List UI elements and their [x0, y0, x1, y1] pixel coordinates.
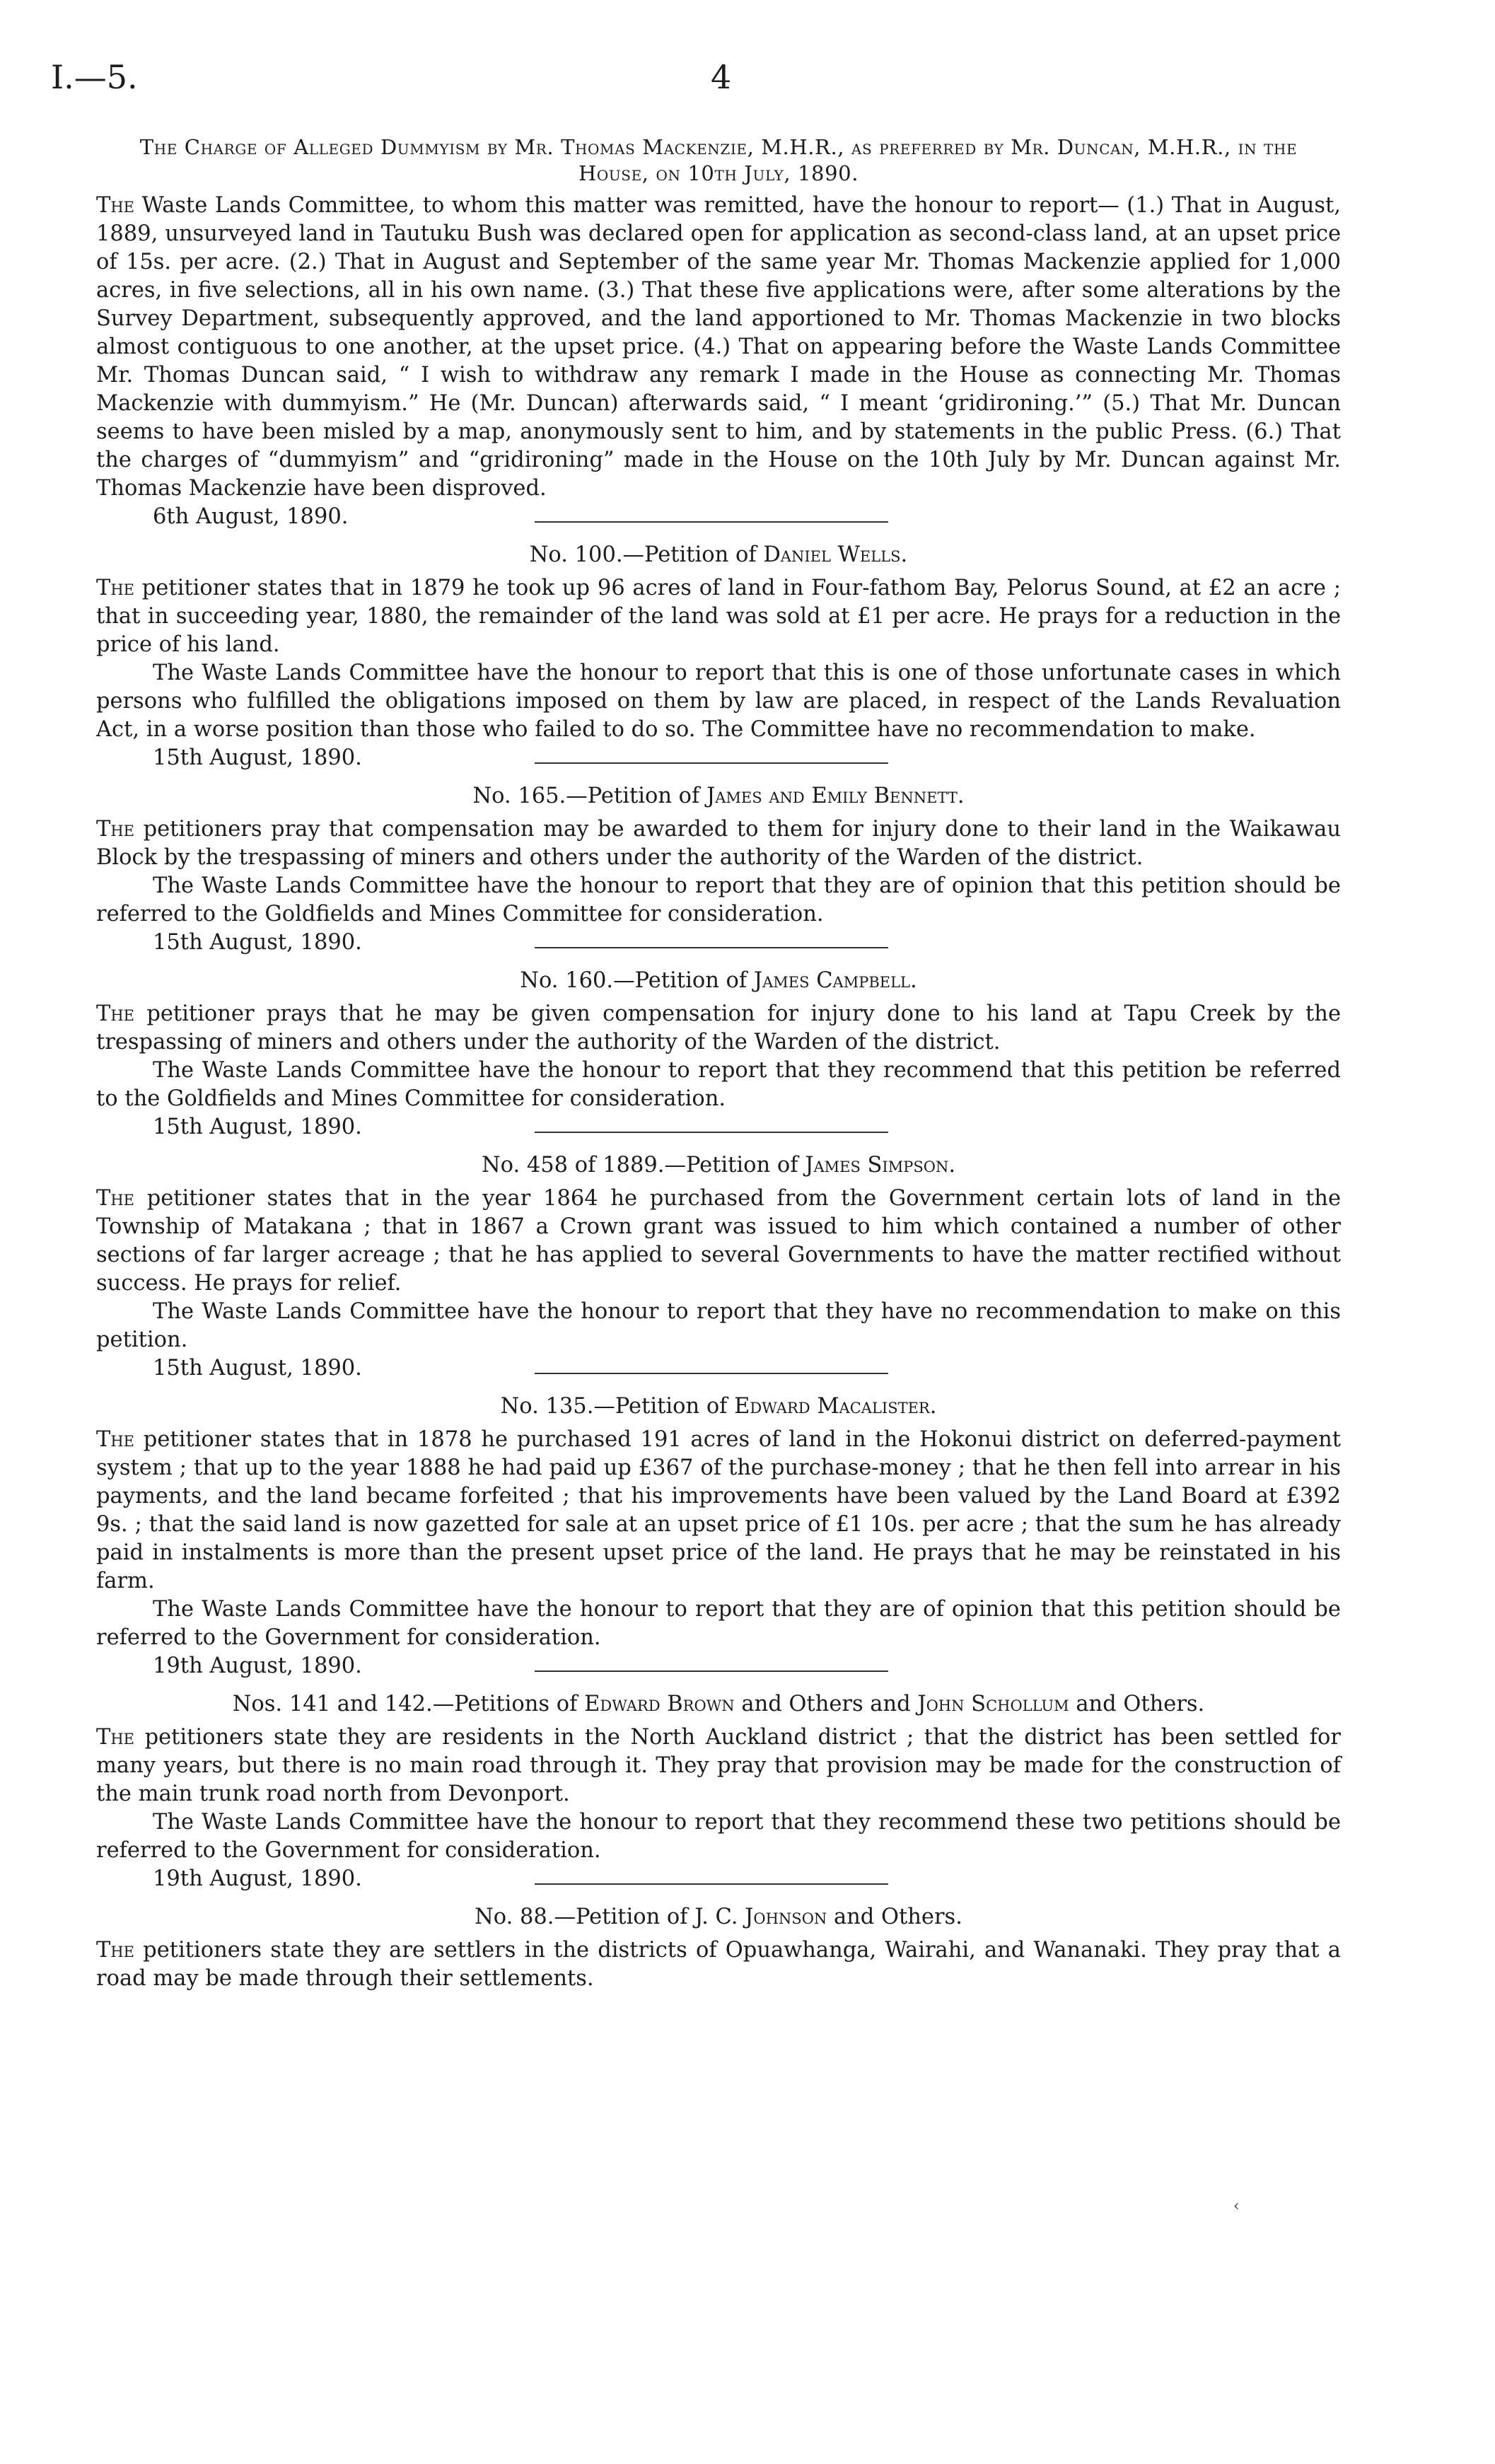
- heading-text: and Others.: [827, 1905, 962, 1929]
- paragraph-text: Waste Lands Committee, to whom this matter was remitted, have the honour to report— (1.) That in August, 1889, unsurveyed land in Tautuku Bush was declared open for application as second-class land, at an upset price of 15s. per acre. (2.) That in August and September of the same year Mr. Thomas Mackenzie applied for 1,000 acres, in five selections, all in his own name. (3.) That these five applications were, after some alterations by the Survey Department, subsequently approved, and the land apportioned to Mr. Thomas Mackenzie in two blocks almost contiguous to one another, at the upset price. (4.) That on appearing before the Waste Lands Committee Mr. Thomas Duncan said, “ I wish to withdraw any remark I made in the House as connecting Mr. Thomas Mackenzie with dummyism.” He (Mr. Duncan) afterwards said, “ I meant ‘gridironing.’” (5.) That Mr. Duncan seems to have been misled by a map, anonymously sent to him, and by statements in the public Press. (6.) That the charges of “dummyism” and “gridironing” made in the House on the 10th July by Mr. Duncan against Mr. Thomas Mackenzie have been disproved.: [96, 193, 1341, 501]
- committee-report: The Waste Lands Committee have the honour to report that they are of opinion that this petition should be referred to the Goldfields and Mines Committee for consideration.: [96, 873, 1341, 926]
- paragraph-text: petitioner states that in the year 1864 he purchased from the Government certain lots of land in the Township of Matakana ; that in 1867 a Crown grant was issued to him which contained a number of other sections of far larger acreage ; that he has applied to several Governments to have the matter rectified without success. He prays for relief.: [96, 1186, 1341, 1296]
- committee-report: The Waste Lands Committee have the honour to report that they have no recommendation to make on this petition.: [96, 1299, 1341, 1352]
- heading-text: and Others and: [734, 1692, 918, 1716]
- petition-number: Nos. 141 and 142.—Petitions of: [232, 1692, 585, 1716]
- petition-number: No. 160.—Petition of: [520, 968, 754, 993]
- petitioner-name: Edward Brown: [584, 1692, 735, 1716]
- petition-date: 19th August, 1890.: [153, 1654, 362, 1678]
- petition-date: 15th August, 1890.: [153, 930, 362, 955]
- petitioner-name: James Simpson.: [805, 1153, 956, 1178]
- petition-statement: [96, 1936, 1341, 1993]
- paragraph-lead: The: [96, 1001, 134, 1026]
- paragraph-lead: The: [96, 193, 134, 218]
- report-title: The Charge of Alleged Dummyism by Mr. Thomas Mackenzie, M.H.R., as preferred by Mr. Duncan, M.H.R., in the House, on 10th July, 1890.: [139, 135, 1298, 185]
- petitioner-name: Edward Macalister.: [734, 1394, 937, 1419]
- paragraph-text: petitioner states that in 1878 he purchased 191 acres of land in the Hokonui district on deferred-payment system ; that up to the year 1888 he had paid up £367 of the purchase-money ; that he then fell into arrear in his payments, and the land became forfeited ; that his improvements have been valued by the Land Board at £392 9s. ; that the said land is now gazetted for sale at an upset price of £1 10s. per acre ; that the sum he has already paid in instalments is more than the present upset price of the land. He prays that he may be reinstated in his farm.: [96, 1427, 1341, 1593]
- section-divider: [535, 521, 888, 523]
- stray-mark-icon: ‹: [1233, 2197, 1240, 2215]
- petition-date: 19th August, 1890.: [153, 1866, 362, 1891]
- paragraph-text: petitioner prays that he may be given compensation for injury done to his land at Tapu Creek by the trespassing of miners and others under the authority of the Warden of the district.: [96, 1001, 1341, 1054]
- paragraph-lead: The: [96, 576, 134, 600]
- section-divider: [535, 947, 888, 948]
- paragraph-text: petitioners state they are settlers in the districts of Opuawhanga, Wairahi, and Wananaki. They pray that a road may be made through their settlements.: [96, 1938, 1341, 1991]
- paragraph-lead: The: [96, 1427, 134, 1452]
- petition-date: 15th August, 1890.: [153, 745, 362, 770]
- petition-number: No. 100.—Petition of: [529, 542, 764, 567]
- petitioner-name: Daniel Wells.: [763, 542, 908, 567]
- petitioner-name: James and Emily Bennett.: [706, 784, 965, 808]
- petition-statement: [96, 574, 1341, 659]
- petition-heading: [153, 1690, 1284, 1719]
- section-divider: [535, 1883, 888, 1885]
- petition-statement: [96, 815, 1341, 872]
- document-body: [96, 134, 1341, 1993]
- petition-statement: [96, 1185, 1341, 1298]
- petition-statement: [96, 1426, 1341, 1596]
- paragraph-lead: The: [96, 817, 134, 842]
- report-date: 6th August, 1890.: [153, 504, 349, 529]
- petition-heading: [96, 782, 1341, 810]
- paragraph-text: petitioner states that in 1879 he took up 96 acres of land in Four-fathom Bay, Pelorus Sound, at £2 an acre ; that in succeeding year, 1880, the remainder of the land was sold at £1 per acre. He prays for a reduction in the price of his land.: [96, 576, 1341, 657]
- petition-heading: [96, 541, 1341, 569]
- petition-heading: [96, 1903, 1341, 1931]
- petition-statement: [96, 1724, 1341, 1808]
- paragraph-lead: The: [96, 1186, 134, 1211]
- petitioner-name: John Schollum: [917, 1692, 1069, 1716]
- section-divider: [535, 1132, 888, 1133]
- petition-number: No. 135.—Petition of: [500, 1394, 735, 1419]
- committee-report: The Waste Lands Committee have the honour to report that this is one of those unfortunate cases in which persons who fulfilled the obligations imposed on them by law are placed, in respect of the Lands Revaluation Act, in a worse position than those who failed to do so. The Committee have no recommendation to make.: [96, 661, 1341, 742]
- paragraph-lead: The: [96, 1938, 134, 1963]
- committee-report: The Waste Lands Committee have the honour to report that they are of opinion that this petition should be referred to the Government for consideration.: [96, 1597, 1341, 1650]
- paragraph-lead: The: [96, 1725, 134, 1750]
- document-reference: I.—5.: [51, 58, 138, 96]
- section-divider: [535, 1373, 888, 1374]
- paragraph-text: petitioners pray that compensation may be awarded to them for injury done to their land in the Waikawau Block by the trespassing of miners and others under the authority of the Warden of the district.: [96, 817, 1341, 870]
- petition-heading: [96, 1151, 1341, 1180]
- page-number: 4: [711, 58, 732, 96]
- report-paragraph: [96, 192, 1341, 503]
- petitioner-name: James Campbell.: [753, 968, 917, 993]
- section-divider: [535, 1670, 888, 1672]
- petition-statement: [96, 1000, 1341, 1057]
- petition-number: No. 165.—Petition of: [472, 784, 707, 808]
- petition-date: 15th August, 1890.: [153, 1356, 362, 1381]
- petition-number: No. 88.—Petition of: [475, 1905, 695, 1929]
- paragraph-text: petitioners state they are residents in the North Auckland district ; that the district has been settled for many years, but there is no main road through it. They pray that provision may be made for the construction of the main trunk road north from Devonport.: [96, 1725, 1341, 1806]
- petitioner-name: J. C. Johnson: [694, 1905, 827, 1929]
- heading-text: and Others.: [1069, 1692, 1205, 1716]
- petition-date: 15th August, 1890.: [153, 1115, 362, 1139]
- committee-report: The Waste Lands Committee have the honour to report that they recommend that this petition be referred to the Goldfields and Mines Committee for consideration.: [96, 1058, 1341, 1111]
- petition-number: No. 458 of 1889.—Petition of: [481, 1153, 805, 1178]
- section-divider: [535, 762, 888, 764]
- committee-report: The Waste Lands Committee have the honour to report that they recommend these two petitions should be referred to the Government for consideration.: [96, 1810, 1341, 1863]
- petition-heading: [96, 967, 1341, 995]
- petition-heading: [96, 1393, 1341, 1421]
